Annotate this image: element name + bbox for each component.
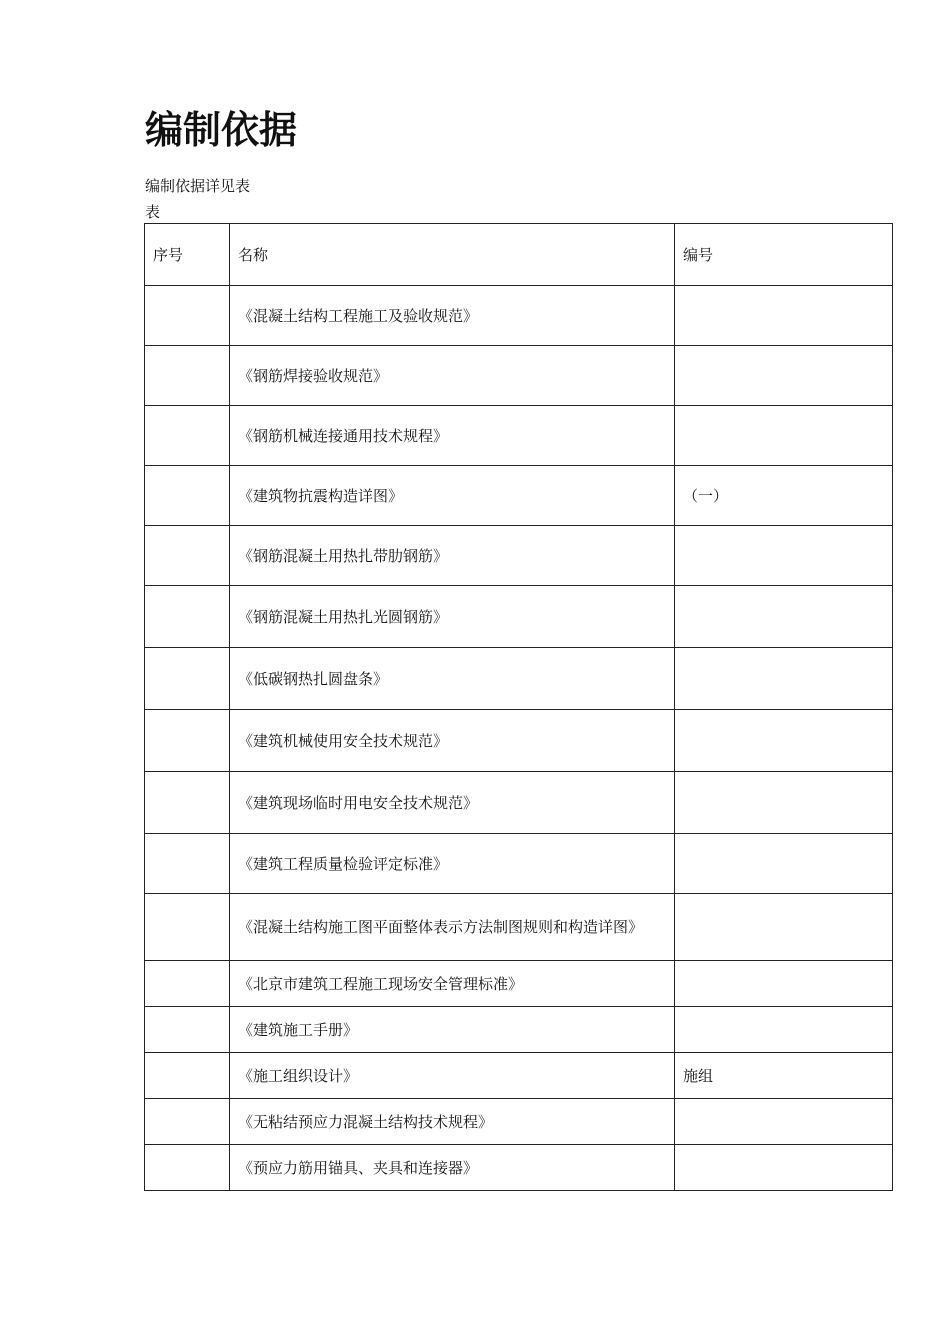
cell-code — [675, 526, 893, 586]
cell-name: 《钢筋机械连接通用技术规程》 — [230, 406, 675, 466]
table-row — [145, 346, 893, 406]
table-row — [145, 526, 893, 586]
table-row — [145, 834, 893, 894]
table-row — [145, 772, 893, 834]
cell-name: 《建筑现场临时用电安全技术规范》 — [230, 772, 675, 834]
header-name: 名称 — [230, 224, 675, 286]
cell-name: 《无粘结预应力混凝土结构技术规程》 — [230, 1099, 675, 1145]
cell-no — [145, 710, 230, 772]
cell-no — [145, 1099, 230, 1145]
page-title: 编制依据 — [145, 108, 298, 152]
cell-name: 《建筑工程质量检验评定标准》 — [230, 834, 675, 894]
table-row — [145, 961, 893, 1007]
table-row — [145, 710, 893, 772]
cell-name: 《混凝土结构施工图平面整体表示方法制图规则和构造详图》 — [230, 894, 675, 961]
table-caption: 表 — [145, 203, 161, 221]
cell-code — [675, 1145, 893, 1191]
cell-no — [145, 648, 230, 710]
cell-code — [675, 894, 893, 961]
table-row — [145, 466, 893, 526]
table-row — [145, 1007, 893, 1053]
cell-no — [145, 406, 230, 466]
cell-code — [675, 1007, 893, 1053]
cell-name: 《钢筋混凝土用热扎光圆钢筋》 — [230, 586, 675, 648]
cell-code — [675, 406, 893, 466]
cell-no — [145, 586, 230, 648]
cell-code — [675, 586, 893, 648]
cell-code — [675, 710, 893, 772]
table-row — [145, 1145, 893, 1191]
cell-no — [145, 466, 230, 526]
cell-code — [675, 648, 893, 710]
header-code: 编号 — [675, 224, 893, 286]
cell-no — [145, 834, 230, 894]
header-no: 序号 — [145, 224, 230, 286]
table-row — [145, 406, 893, 466]
cell-name: 《建筑机械使用安全技术规范》 — [230, 710, 675, 772]
cell-code: （一） — [675, 466, 893, 526]
cell-name: 《建筑施工手册》 — [230, 1007, 675, 1053]
cell-name: 《混凝土结构工程施工及验收规范》 — [230, 286, 675, 346]
cell-code — [675, 961, 893, 1007]
cell-code — [675, 834, 893, 894]
table-row — [145, 1053, 893, 1099]
cell-code — [675, 772, 893, 834]
cell-code — [675, 286, 893, 346]
cell-code: 施组 — [675, 1053, 893, 1099]
reference-table — [144, 223, 893, 1191]
cell-no — [145, 286, 230, 346]
cell-no — [145, 346, 230, 406]
cell-name: 《北京市建筑工程施工现场安全管理标准》 — [230, 961, 675, 1007]
cell-name: 《施工组织设计》 — [230, 1053, 675, 1099]
cell-no — [145, 1007, 230, 1053]
cell-code — [675, 346, 893, 406]
table-row — [145, 648, 893, 710]
cell-no — [145, 526, 230, 586]
cell-name: 《建筑物抗震构造详图》 — [230, 466, 675, 526]
cell-name: 《钢筋焊接验收规范》 — [230, 346, 675, 406]
cell-name: 《钢筋混凝土用热扎带肋钢筋》 — [230, 526, 675, 586]
table-row — [145, 286, 893, 346]
cell-no — [145, 1145, 230, 1191]
table-row — [145, 1099, 893, 1145]
subtitle-text: 编制依据详见表 — [145, 177, 251, 195]
table-row — [145, 894, 893, 961]
cell-no — [145, 961, 230, 1007]
table-row — [145, 586, 893, 648]
cell-no — [145, 1053, 230, 1099]
cell-code — [675, 1099, 893, 1145]
cell-no — [145, 894, 230, 961]
cell-name: 《低碳钢热扎圆盘条》 — [230, 648, 675, 710]
cell-no — [145, 772, 230, 834]
cell-name: 《预应力筋用锚具、夹具和连接器》 — [230, 1145, 675, 1191]
table-header-row — [145, 224, 893, 286]
